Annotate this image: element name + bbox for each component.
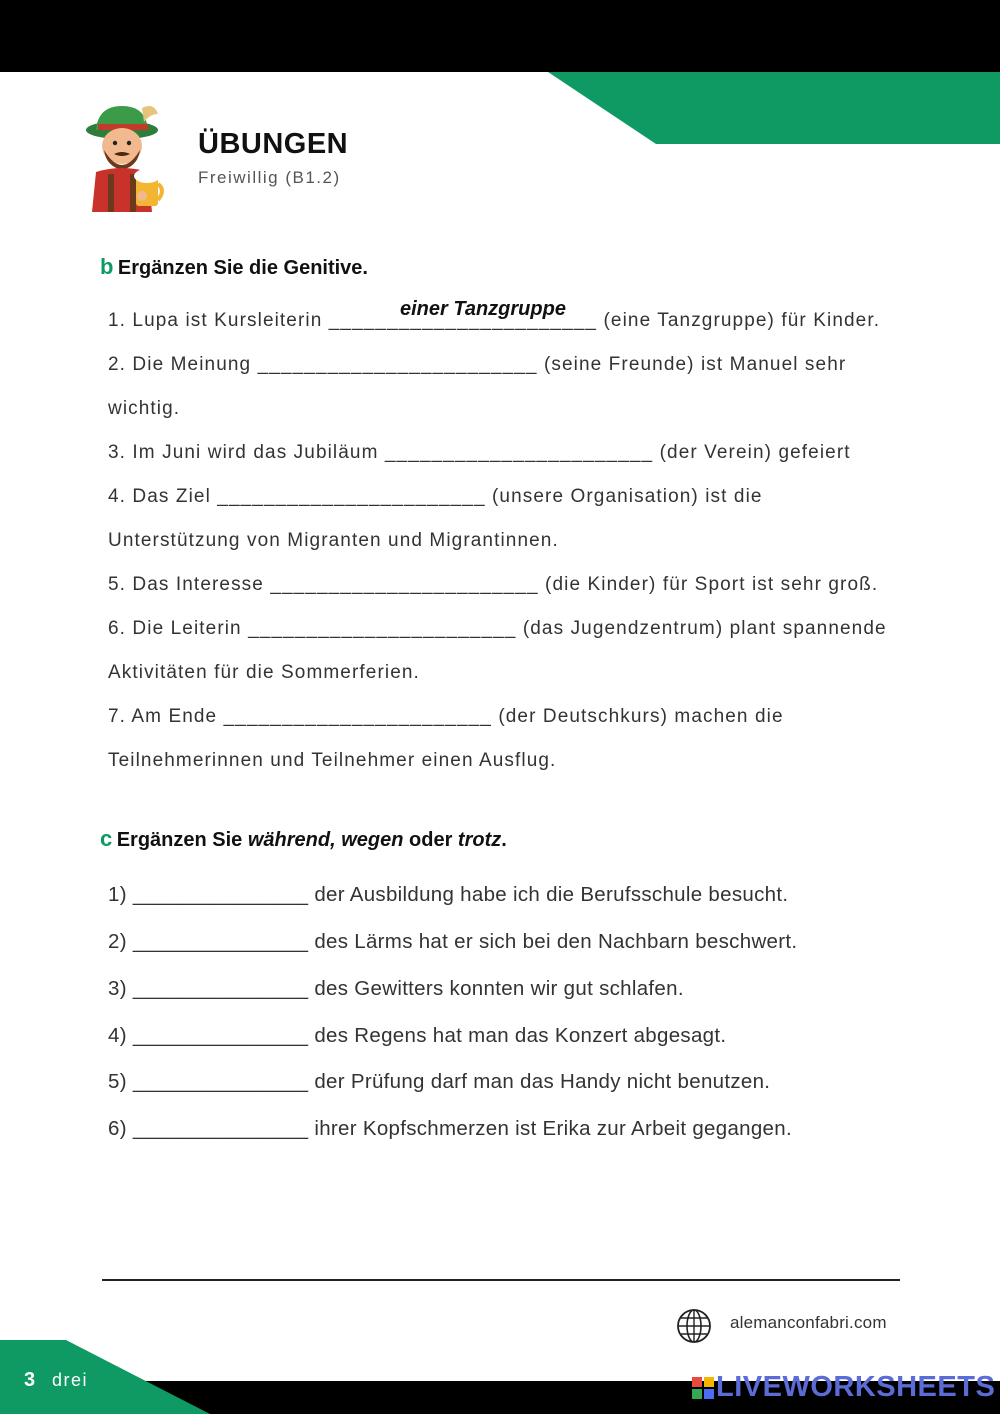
section-c-title-pre: Ergänzen Sie <box>116 829 248 851</box>
exercise-c-line: 6) _______________ ihrer Kopfschmerzen ist Erika zur Arbeit gegangen. <box>108 1117 792 1140</box>
section-b-heading <box>100 254 368 280</box>
exercise-b-line: wichtig. <box>108 398 181 419</box>
exercise-b-line: Unterstützung von Migranten und Migrantinnen. <box>108 530 559 551</box>
exercise-c-line: 5) _______________ der Prüfung darf man das Handy nicht benutzen. <box>108 1070 771 1093</box>
website-link[interactable]: alemanconfabri.com <box>730 1313 887 1332</box>
section-c-title-end: . <box>501 829 507 851</box>
page-subtitle: Freiwillig (B1.2) <box>198 168 341 187</box>
top-black-bar <box>0 0 1000 72</box>
page-word: drei <box>52 1370 89 1390</box>
section-c-title-mid: oder <box>403 829 458 851</box>
exercise-b-line: 5. Das Interesse _______________________ (die Kinder) für Sport ist sehr groß. <box>108 574 879 595</box>
exercise-c-line: 1) _______________ der Ausbildung habe ich die Berufsschule besucht. <box>108 883 789 906</box>
section-c-title-italic: während, wegen <box>247 829 404 851</box>
mascot-illustration <box>82 100 166 214</box>
exercise-b-line: 6. Die Leiterin _______________________ (das Jugendzentrum) plant spannende <box>108 618 887 639</box>
exercise-b-line: 3. Im Juni wird das Jubiläum _______________________ (der Verein) gefeiert <box>108 442 851 463</box>
page-number: 3 <box>24 1369 36 1391</box>
section-c-title-italic2: trotz <box>457 829 502 851</box>
section-c-heading <box>100 826 507 852</box>
exercise-b-line: 4. Das Ziel _______________________ (unsere Organisation) ist die <box>108 486 763 507</box>
exercise-c-line: 4) _______________ des Regens hat man das Konzert abgesagt. <box>108 1024 727 1047</box>
section-b-letter: b <box>100 254 114 279</box>
footer-divider <box>102 1279 900 1281</box>
section-b-title: Ergänzen Sie die Genitive. <box>117 257 368 279</box>
section-c-letter: c <box>100 826 113 851</box>
liveworksheets-brand: LIVEWORKSHEETS <box>716 1371 996 1403</box>
exercise-b-line: 1. Lupa ist Kursleiterin _______________________ (eine Tanzgruppe) für Kinder. <box>108 310 881 331</box>
exercise-c-line: 2) _______________ des Lärms hat er sich bei den Nachbarn beschwert. <box>108 930 798 953</box>
exercise-b-line: Aktivitäten für die Sommerferien. <box>108 662 420 683</box>
exercise-c-line: 3) _______________ des Gewitters konnten wir gut schlafen. <box>108 977 684 1000</box>
exercise-b-line: 2. Die Meinung ________________________ (seine Freunde) ist Manuel sehr <box>108 354 847 375</box>
exercise-b-line: 7. Am Ende _______________________ (der Deutschkurs) machen die <box>108 706 784 727</box>
exercise-b-line: Teilnehmerinnen und Teilnehmer einen Ausflug. <box>108 750 557 771</box>
liveworksheets-logo-icon <box>692 1377 714 1399</box>
page-title: ÜBUNGEN <box>198 128 349 160</box>
